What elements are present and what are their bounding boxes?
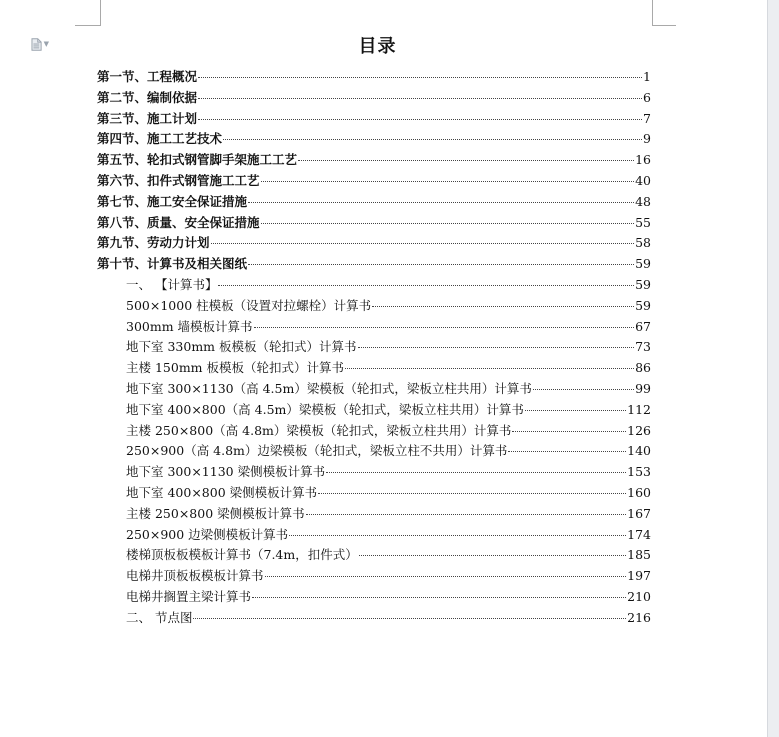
toc-entry-page-number: 9 — [643, 131, 651, 147]
toc-entry-label: 主楼 150mm 板模板（轮扣式）计算书 — [126, 360, 345, 376]
toc-entry-page-number: 86 — [635, 360, 651, 376]
page-corner-right — [652, 0, 653, 26]
toc-entry-page-number: 6 — [643, 89, 651, 105]
toc-entry-label: 第九节、劳动力计划 — [97, 235, 210, 251]
toc-dot-leader — [508, 451, 626, 452]
toc-entry[interactable] — [126, 607, 651, 628]
toc-entry-page-number: 99 — [635, 381, 651, 396]
toc-dot-leader — [306, 514, 627, 515]
toc-entry-page-number: 59 — [635, 277, 651, 292]
toc-entry[interactable] — [97, 212, 651, 233]
toc-entry-label: 第一节、工程概况 — [97, 69, 198, 84]
toc-entry[interactable] — [97, 108, 651, 129]
toc-entry-page-number: 126 — [627, 422, 651, 438]
toc-entry-page-number: 58 — [635, 235, 651, 251]
toc-entry-label: 第七节、施工安全保证措施 — [97, 193, 248, 209]
toc-dot-leader — [359, 555, 626, 556]
toc-entry[interactable] — [126, 420, 651, 441]
toc-entry-label: 楼梯顶板板模板计算书（7.4m，扣件式） — [126, 547, 358, 563]
toc-entry-label: 第四节、施工工艺技术 — [97, 131, 223, 147]
toc-entry[interactable] — [126, 357, 651, 378]
toc-entry-page-number: 160 — [627, 485, 651, 500]
toc-entry-label: 250×900 边梁侧模板计算书 — [126, 526, 289, 542]
scrollbar[interactable] — [767, 0, 779, 737]
toc-entry[interactable] — [126, 565, 651, 586]
toc-entry-label: 第二节、编制依据 — [97, 89, 198, 105]
toc-dot-leader — [198, 119, 642, 120]
page-title: 目录 — [358, 36, 397, 57]
toc-dot-leader — [265, 576, 627, 577]
toc-dot-leader — [198, 77, 642, 78]
toc-entry-label: 电梯井搁置主梁计算书 — [126, 589, 252, 604]
toc-entry[interactable] — [126, 440, 651, 461]
toc-entry-page-number: 210 — [627, 589, 651, 604]
toc-entry[interactable] — [97, 66, 651, 87]
toc-entry[interactable] — [97, 191, 651, 212]
page-corner-left-horizontal — [75, 25, 101, 26]
toc-entry[interactable] — [126, 524, 651, 545]
toc-entry-page-number: 140 — [627, 443, 651, 459]
toc-entry[interactable] — [126, 336, 651, 357]
toc-entry-label: 地下室 400×800 梁侧模板计算书 — [126, 485, 318, 500]
toc-entry-label: 第六节、扣件式钢管施工工艺 — [97, 173, 260, 188]
toc-entry[interactable] — [126, 316, 651, 337]
toc-entry-label: 第八节、质量、安全保证措施 — [97, 214, 260, 230]
toc-dot-leader — [525, 410, 626, 411]
toc-entry-page-number: 55 — [635, 214, 651, 230]
toc-entry-page-number: 73 — [635, 339, 651, 355]
toc-dot-leader — [512, 431, 626, 432]
toc-entry-page-number: 16 — [635, 152, 651, 168]
toc-entry-page-number: 112 — [627, 401, 651, 417]
toc-entry[interactable] — [126, 274, 651, 295]
toc-entry-page-number: 59 — [635, 297, 651, 313]
toc-entry-page-number: 48 — [635, 193, 651, 209]
toc-entry[interactable] — [126, 399, 651, 420]
toc-dot-leader — [252, 597, 626, 598]
toc-dot-leader — [223, 139, 642, 140]
toc-entry-page-number: 67 — [635, 318, 651, 334]
toc-dot-leader — [372, 306, 634, 307]
toc-dot-leader — [261, 181, 635, 182]
toc-entry-page-number: 216 — [627, 609, 651, 625]
toc-entry[interactable] — [126, 461, 651, 482]
toc-dot-leader — [326, 472, 626, 473]
toc-entry-label: 二、 节点图 — [126, 609, 193, 625]
toc-entry-label: 第五节、轮扣式钢管脚手架施工工艺 — [97, 152, 298, 168]
toc-entry[interactable] — [97, 87, 651, 108]
toc-entry[interactable] — [126, 482, 651, 503]
toc-entry-label: 300mm 墙模板计算书 — [126, 318, 253, 334]
toc-entry-page-number: 59 — [635, 256, 651, 272]
toc-entry-page-number: 1 — [643, 69, 651, 84]
toc-entry-label: 地下室 300×1130（高 4.5m）梁模板（轮扣式，梁板立柱共用）计算书 — [126, 381, 532, 396]
toc-entry-page-number: 197 — [627, 568, 651, 584]
toc-entry-page-number: 167 — [627, 505, 651, 521]
page-corner-right-horizontal — [652, 25, 676, 26]
toc-entry[interactable] — [97, 170, 651, 191]
toc-entry-label: 500×1000 柱模板（设置对拉螺栓）计算书 — [126, 297, 372, 313]
toc-entry-label: 主楼 250×800（高 4.8m）梁模板（轮扣式，梁板立柱共用）计算书 — [126, 422, 512, 438]
toc-dot-leader — [298, 160, 634, 161]
toc-entry-page-number: 185 — [627, 547, 651, 563]
toc-dot-leader — [254, 327, 635, 328]
toc-entry[interactable] — [126, 378, 651, 399]
caret-down-icon: ▼ — [43, 39, 49, 48]
toc-entry-label: 电梯井顶板板模板计算书 — [126, 568, 264, 584]
toc-entry-label: 地下室 300×1130 梁侧模板计算书 — [126, 464, 326, 480]
toc-entry-label: 第十节、计算书及相关图纸 — [97, 256, 248, 272]
toc-entry-label: 地下室 330mm 板模板（轮扣式）计算书 — [126, 339, 357, 355]
toc-dot-leader — [211, 243, 635, 244]
toc-dot-leader — [248, 264, 634, 265]
toc-dot-leader — [261, 223, 635, 224]
toc-entry[interactable] — [126, 503, 651, 524]
toc-entry-label: 一、 【计算书】 — [126, 277, 218, 292]
toc-entry-page-number: 153 — [627, 464, 651, 480]
toc-entry-label: 第三节、施工计划 — [97, 110, 198, 126]
page-corner-left — [100, 0, 101, 26]
toc-dot-leader — [358, 347, 635, 348]
toc-dot-leader — [198, 98, 642, 99]
toc-entry-label: 250×900（高 4.8m）边梁模板（轮扣式，梁板立柱不共用）计算书 — [126, 443, 508, 459]
toc-entry[interactable] — [97, 253, 651, 274]
toc-dot-leader — [533, 389, 634, 390]
toc-entry[interactable] — [97, 128, 651, 149]
toc-dot-leader — [318, 493, 626, 494]
toc-entry[interactable] — [126, 544, 651, 565]
toc-entry[interactable] — [97, 232, 651, 253]
toc-dot-leader — [248, 202, 634, 203]
toc-entry-label: 地下室 400×800（高 4.5m）梁模板（轮扣式，梁板立柱共用）计算书 — [126, 401, 524, 417]
toc-entry-page-number: 174 — [627, 526, 651, 542]
toc-entry[interactable] — [97, 149, 651, 170]
toc-entry-page-number: 7 — [643, 110, 651, 126]
toc-dot-leader — [218, 285, 634, 286]
toc-entry[interactable] — [126, 295, 651, 316]
toc-dot-leader — [193, 618, 626, 619]
toc-entry-page-number: 40 — [635, 173, 651, 188]
toc-entry[interactable] — [126, 586, 651, 607]
toc-dot-leader — [345, 368, 634, 369]
toc-dot-leader — [289, 535, 626, 536]
toc-entry-label: 主楼 250×800 梁侧模板计算书 — [126, 505, 305, 521]
